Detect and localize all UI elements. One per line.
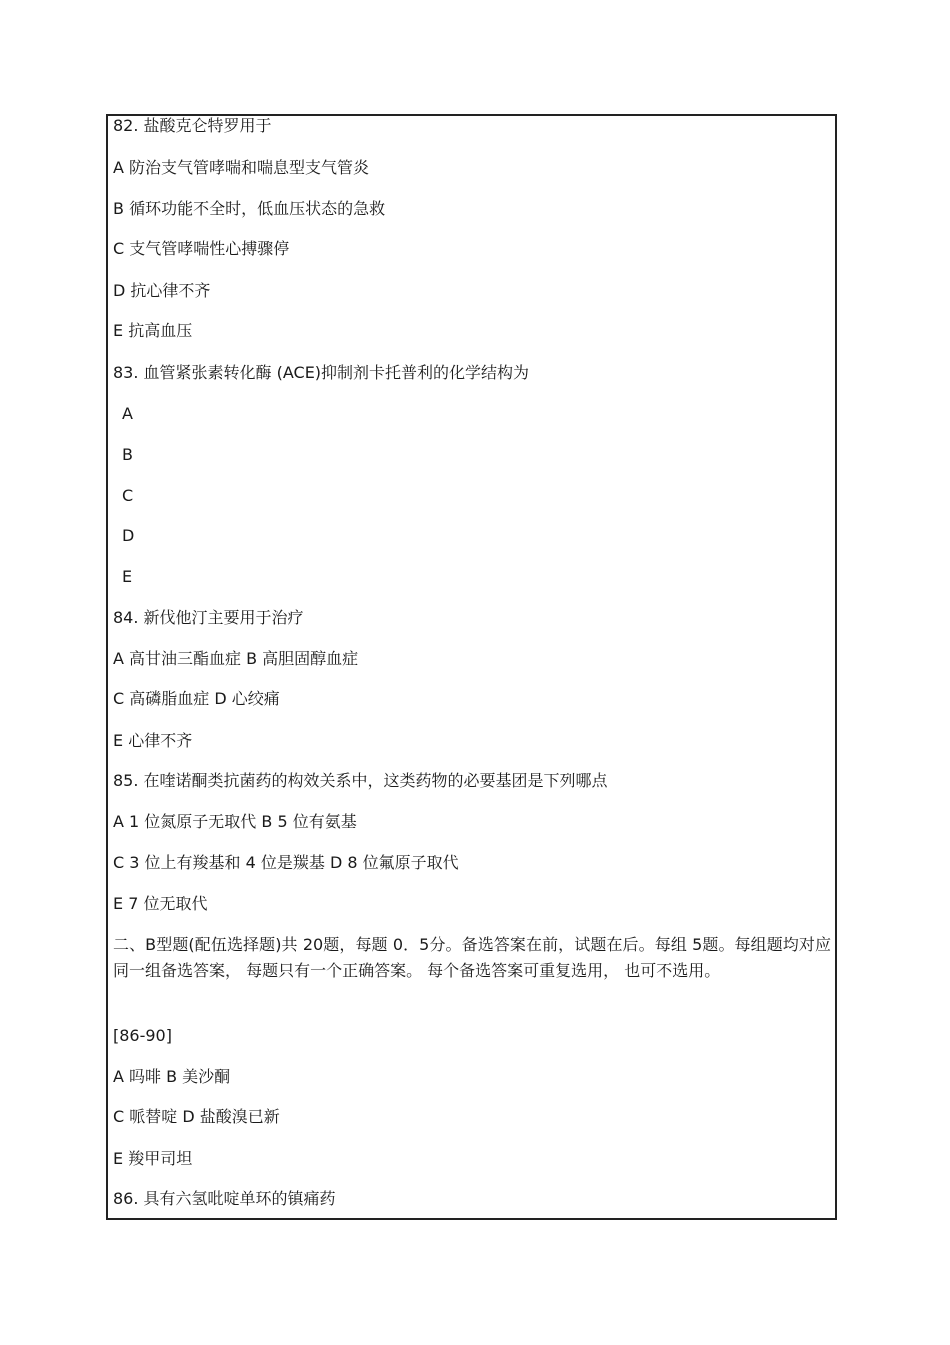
option-d: D 抗心律不齐 [113,281,211,300]
question-83-stem: 83. 血管紧张素转化酶 (ACE)抑制剂卡托普利的化学结构为 [113,363,530,382]
option-e: E 抗高血压 [113,321,193,340]
option-d: D [122,526,135,545]
option-a: A 防治支气管哮喘和喘息型支气管炎 [113,158,370,177]
option-a-b: A 高甘油三酯血症 B 高胆固醇血症 [113,649,359,668]
option-e: E [122,567,133,586]
option-e: E 羧甲司坦 [113,1149,193,1168]
question-86-stem: 86. 具有六氢吡啶单环的镇痛药 [113,1189,336,1208]
question-82-stem: 82. 盐酸克仑特罗用于 [113,116,272,135]
question-84-stem: 84. 新伐他汀主要用于治疗 [113,608,304,627]
section-b-instructions: 二、B型题(配伍选择题)共 20题，每题 0．5分。备选答案在前，试题在后。每组 5题。每组题均对应同一组备选答案， 每题只有一个正确答案。 每个备选答案可重复选用， 也可不选用。 [113,935,831,980]
option-a: A [122,404,133,423]
option-e: E 心律不齐 [113,731,193,750]
option-e: E 7 位无取代 [113,894,208,913]
option-b: B 循环功能不全时，低血压状态的急救 [113,199,386,218]
option-c: C 支气管哮喘性心搏骤停 [113,239,290,258]
option-a-b: A 吗啡 B 美沙酮 [113,1067,231,1086]
option-a-b: A 1 位氮原子无取代 B 5 位有氨基 [113,812,357,831]
question-85-stem: 85. 在喹诺酮类抗菌药的构效关系中，这类药物的必要基团是下列哪点 [113,771,608,790]
option-c-d: C 哌替啶 D 盐酸溴已新 [113,1107,280,1126]
option-c-d: C 高磷脂血症 D 心绞痛 [113,689,280,708]
option-b: B [122,445,133,464]
group-range-label: [86-90] [113,1026,172,1045]
option-c: C [122,486,134,505]
option-c-d: C 3 位上有羧基和 4 位是羰基 D 8 位氟原子取代 [113,853,459,872]
